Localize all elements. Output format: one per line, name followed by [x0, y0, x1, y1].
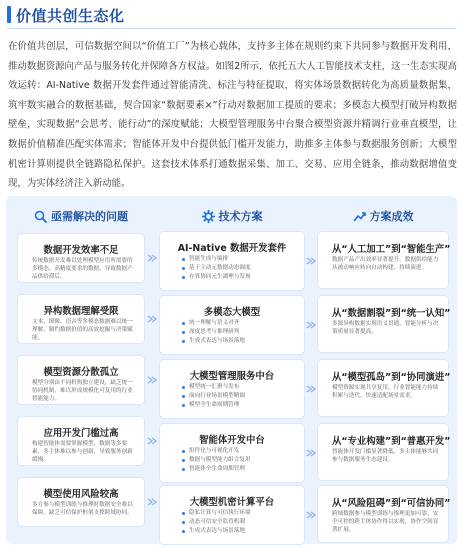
- chevron-right-icon: [146, 254, 158, 262]
- result-card: [318, 424, 451, 480]
- section-title: 价值共创生态化: [16, 7, 125, 25]
- problem-title: 数据开发效率不足: [43, 245, 119, 256]
- tech-card: [160, 486, 304, 544]
- tech-bullet: 基于主动元数据动态调度: [182, 264, 251, 273]
- tech-bullet: 组件化与可视化开发: [182, 447, 251, 456]
- tech-bullet: 模型全生命周期管理: [182, 401, 245, 410]
- tech-title: 多模态大模型: [203, 307, 261, 318]
- tech-bullets: [182, 509, 251, 536]
- tech-card: [160, 232, 304, 290]
- title-accent-bar: [7, 6, 11, 23]
- value-diagram: [6, 196, 457, 544]
- chevron-right-icon: [305, 385, 317, 393]
- chevron-right-icon: [305, 449, 317, 457]
- chart-up-icon: [353, 210, 366, 223]
- problem-title: 模型使用风险较高: [43, 489, 119, 500]
- chevron-right-icon: [146, 376, 158, 384]
- tech-bullets: [182, 255, 251, 282]
- tech-bullet: 模型统一汇聚与发布: [182, 383, 245, 392]
- chevron-right-icon: [146, 437, 158, 445]
- column-title-problems: [18, 206, 144, 226]
- chevron-right-icon: [305, 321, 317, 329]
- tech-bullet: 生成式表达与场景落地: [182, 337, 245, 346]
- column-title-problems-label: 亟需解决的问题: [51, 210, 128, 223]
- result-title: 从“模型孤岛”到“协同演进”: [332, 372, 451, 383]
- tech-bullet: 生成式表达与场景落地: [182, 527, 251, 536]
- tech-title: 大模型管理服务中台: [189, 371, 275, 382]
- tech-bullet: 动态可信安全监管机制: [182, 518, 251, 527]
- tech-title: 大模型机密计算平台: [189, 497, 275, 508]
- problem-desc: 构建智能体需要掌握模型、数据等多要素，多主体难以参与创新，导致服务创新缓慢。: [32, 441, 133, 463]
- tech-bullet: 隐私计算与可信执行环境: [182, 509, 251, 518]
- column-title-tech-label: 技术方案: [218, 210, 263, 223]
- tech-bullets: [182, 447, 251, 474]
- problem-desc: 多方参与模型训练与推理时数据安全难以保障，缺乏可信保护框架支撑跨域协同。: [32, 502, 133, 516]
- tech-bullets: [182, 383, 245, 410]
- tech-bullet: 存算协同元生湖理与发现: [182, 273, 251, 282]
- tech-title: 智能体开发中台: [199, 435, 265, 446]
- result-desc: 智能体开发门槛显著降低，多主体能够共同参与数据服务生态建设。: [332, 449, 439, 463]
- result-title: 从“人工加工”到“智能生产”: [332, 244, 451, 255]
- tech-title: AI-Native 数据开发套件: [177, 243, 287, 254]
- search-icon: [34, 210, 47, 223]
- chevron-right-icon: [146, 315, 158, 323]
- tech-bullet: 面向行业场景模型精调: [182, 392, 245, 401]
- result-desc: 数据产品产出效率显著提升，数据供给能力从被动响应转向自动构建、持续演进。: [332, 257, 439, 271]
- result-desc: 多源异构数据实现语义贯通，智能分析与决策质量显著提高。: [332, 321, 439, 335]
- problem-card: [18, 417, 144, 465]
- problem-title: 模型资源分散孤立: [43, 367, 119, 378]
- column-title-tech: [160, 206, 304, 226]
- tech-bullet: 深度思考与推理研判: [182, 328, 245, 337]
- result-title: 从“专业构建”到“普惠开发”: [332, 436, 451, 447]
- tech-bullet: 智能体全生命周期管理: [182, 465, 251, 474]
- result-card: [318, 232, 451, 288]
- problem-title: 应用开发门槛过高: [43, 428, 119, 439]
- problem-desc: 模型分别由不同机构独立建设，缺乏统一协同机制，难以形成规模化可复用的行业智能能力。: [32, 380, 133, 402]
- problem-card: [18, 356, 144, 404]
- result-title: 从“风险阻碍”到“可信协同”: [332, 498, 451, 509]
- tech-card: [160, 296, 304, 354]
- result-title: 从“数据割裂”到“统一认知”: [332, 308, 451, 319]
- result-card: [318, 360, 451, 416]
- tech-card: [160, 360, 304, 418]
- chevron-right-icon: [305, 511, 317, 519]
- column-title-results: [318, 206, 448, 226]
- tech-bullet: 数据与模型能力组合复用: [182, 456, 251, 465]
- result-card: [318, 486, 451, 542]
- section-header: [0, 2, 463, 28]
- problem-desc: 传统数据开发难以处理模型应用所需要的多模态、高精度要求的数据，导致数据产品供给滞后。: [32, 258, 133, 280]
- problem-card: [18, 234, 144, 282]
- result-desc: 模型资源实现共享复用，行业智能能力持续积累与迭代，快速适配场景需求。: [332, 385, 439, 399]
- tech-card: [160, 424, 304, 482]
- problem-card: [18, 295, 144, 343]
- chevron-right-icon: [146, 498, 158, 506]
- problem-desc: 文本、图像、语音等多模态数据难以统一理解，制约数据价值的高效挖掘与决策赋能。: [32, 319, 133, 341]
- result-card: [318, 296, 451, 352]
- title-divider: [7, 28, 456, 29]
- result-desc: 跨域数据参与模型训练与推理更加可靠，安全可控的跨主体协作得以实现，协作空间显著扩展。: [332, 511, 439, 533]
- gear-icon: [202, 210, 215, 223]
- tech-bullet: 智能生成与编排: [182, 255, 251, 264]
- problem-card: [18, 478, 144, 526]
- problem-title: 异构数据理解受限: [43, 306, 119, 317]
- tech-bullet: 统一理解与语义对齐: [182, 319, 245, 328]
- chevron-right-icon: [305, 257, 317, 265]
- intro-paragraph: 在价值共创层，可信数据空间以“价值工厂”为核心载体，支持多主体在规则约束下共同参与数据开发利用，推动数据资源向产品与服务转化并保障各方权益。如图2所示，依托五大人工智能技术支柱，这一生态实现高效运转：AI-Native 数据开发套件通过智能清洗、标注与特征提取，将实体场景数据转化为高质量数据集，筑牢数实融合的数据基础，契合国家“数据要素×”行动对数据加工提质的要求；多模态大模型打破异构数据壁垒，实现数据“会思考、能行动”的深度赋能；大模型管理服务中台聚合模型资源并精调行业垂直模型，让数据价值精准匹配实体需求；智能体开发中台提供低门槛开发能力，助推多主体参与数据服务创新；大模型机密计算则提供全链路隐私保护。这套技术体系打通数据采集、加工、交易、应用全链条，推动数据增值变现，为实体经济注入新动能。: [8, 41, 457, 190]
- tech-bullets: [182, 319, 245, 346]
- column-title-results-label: 方案成效: [369, 210, 414, 223]
